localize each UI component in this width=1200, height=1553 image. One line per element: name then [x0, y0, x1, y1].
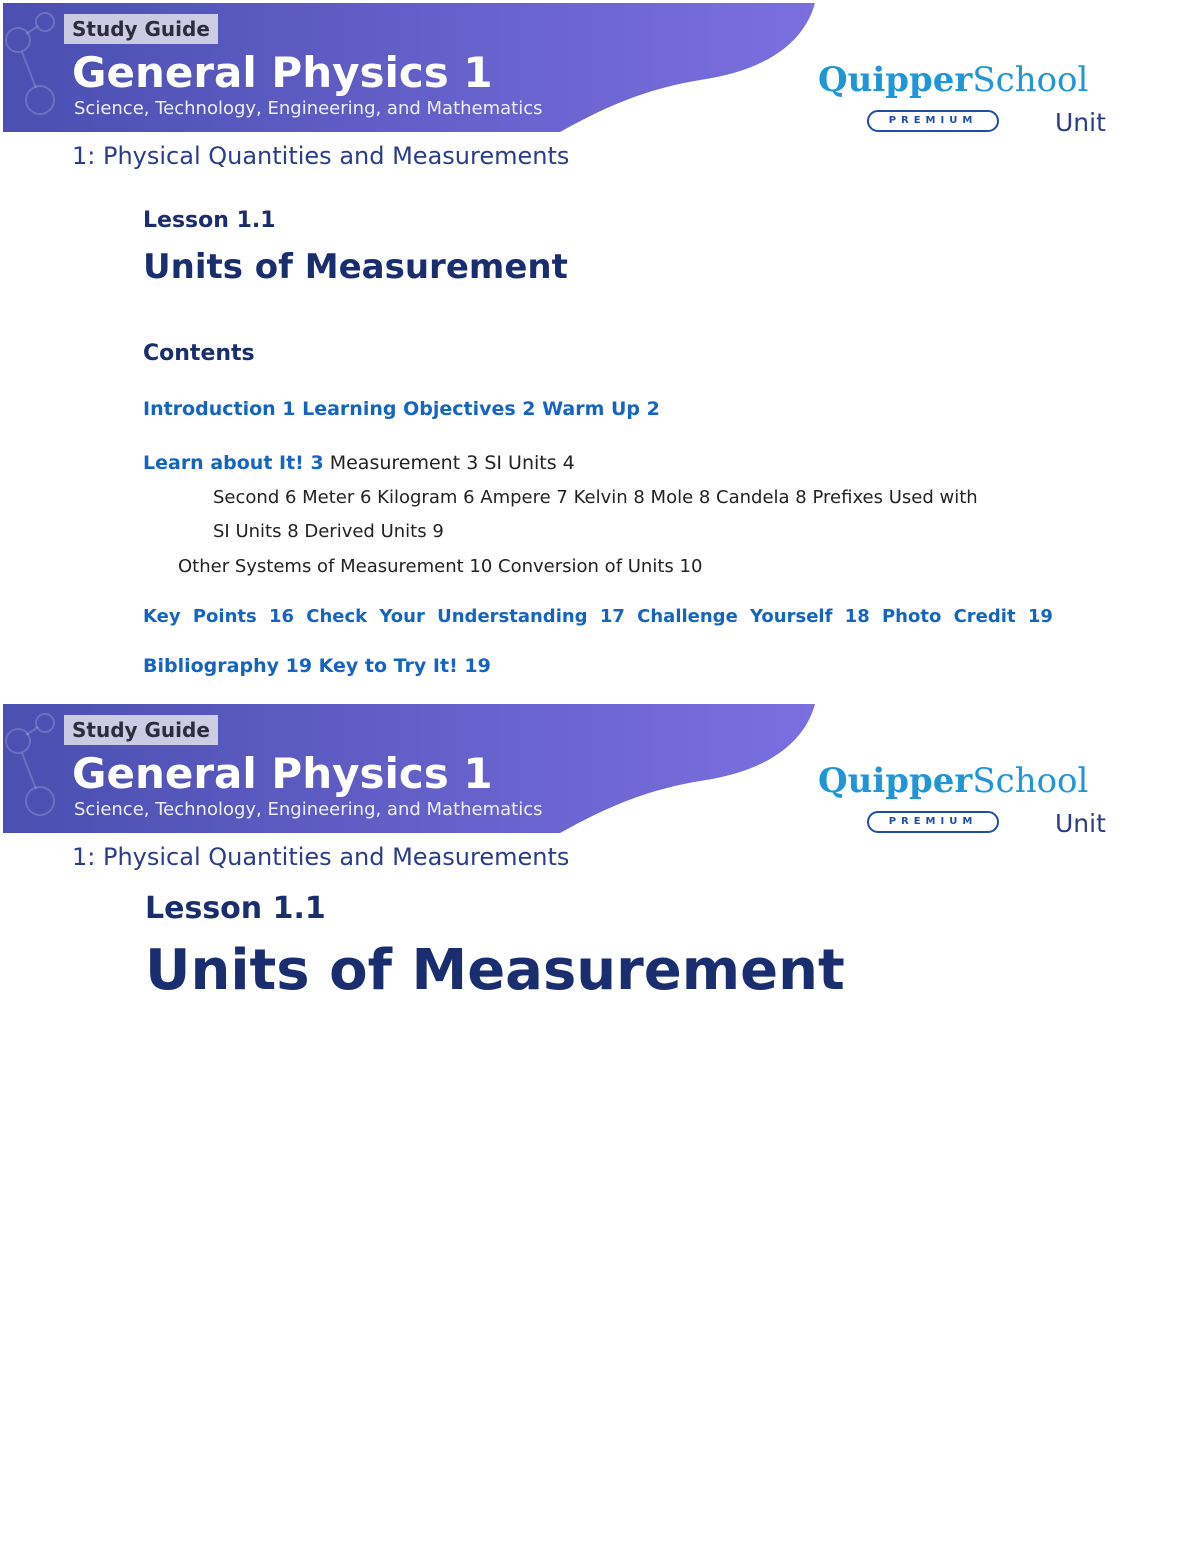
toc-line-5: Other Systems of Measurement 10 Conversion of Units 10: [178, 556, 703, 577]
toc-link-line-6[interactable]: Key Points 16 Check Your Understanding 17 Challenge Yourself 18 Photo Credit 19: [143, 606, 1053, 627]
unit-word: Unit: [1055, 108, 1106, 137]
lesson-title: Units of Measurement: [143, 247, 568, 287]
toc-link-learn-about-it[interactable]: Learn about It! 3: [143, 452, 324, 474]
toc-link-line-1[interactable]: Introduction 1 Learning Objectives 2 Warm Up 2: [143, 398, 660, 420]
toc-line-4: SI Units 8 Derived Units 9: [213, 521, 444, 542]
contents-heading: Contents: [143, 341, 255, 366]
course-title: General Physics 1: [72, 48, 493, 97]
lesson-label-large: Lesson 1.1: [145, 891, 326, 926]
study-guide-badge: Study Guide: [64, 715, 218, 745]
toc-line-3: Second 6 Meter 6 Kilogram 6 Ampere 7 Kelvin 8 Mole 8 Candela 8 Prefixes Used with: [213, 487, 978, 508]
premium-badge: PREMIUM: [867, 110, 999, 132]
lesson-title-large: Units of Measurement: [145, 938, 845, 1003]
toc-link-line-7[interactable]: Bibliography 19 Key to Try It! 19: [143, 655, 491, 677]
page-header-2: [0, 701, 1200, 876]
course-subtitle: Science, Technology, Engineering, and Mathematics: [74, 799, 543, 820]
course-title: General Physics 1: [72, 749, 493, 798]
unit-word: Unit: [1055, 809, 1106, 838]
unit-title: 1: Physical Quantities and Measurements: [72, 843, 570, 871]
premium-badge: PREMIUM: [867, 811, 999, 833]
quipper-school-logo: QuipperSchool: [818, 761, 1089, 801]
study-guide-badge: Study Guide: [64, 14, 218, 44]
unit-title: 1: Physical Quantities and Measurements: [72, 142, 570, 170]
course-subtitle: Science, Technology, Engineering, and Mathematics: [74, 98, 543, 119]
lesson-label: Lesson 1.1: [143, 208, 276, 233]
toc-line-2: Learn about It! 3 Measurement 3 SI Units 4: [143, 452, 575, 474]
quipper-school-logo: QuipperSchool: [818, 60, 1089, 100]
page-header: [0, 0, 1200, 175]
